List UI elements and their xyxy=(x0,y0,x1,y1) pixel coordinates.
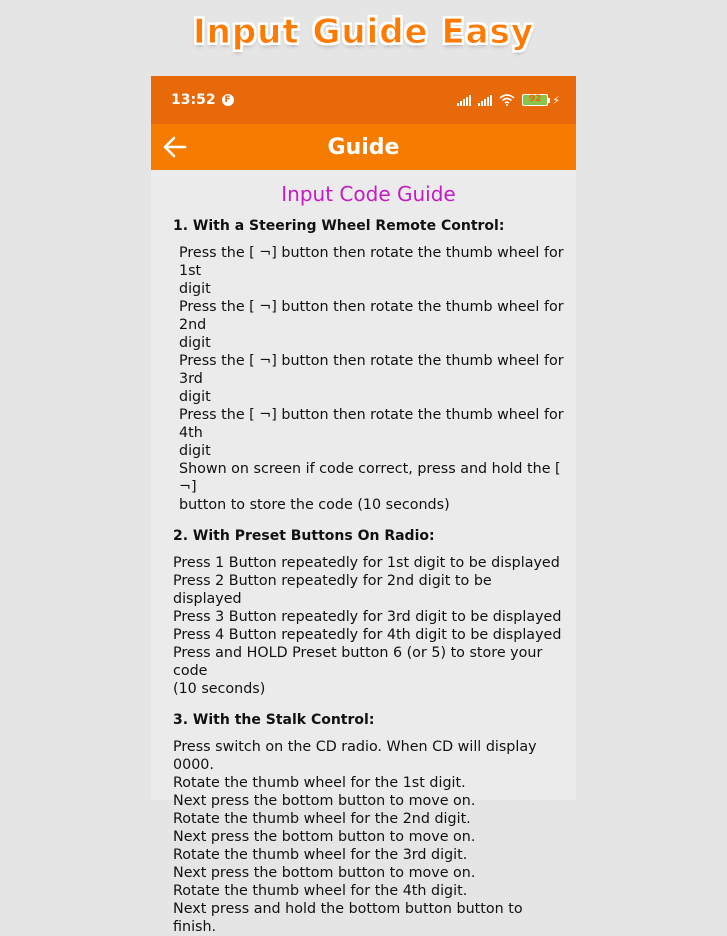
guide-line: Press the [ ¬] button then rotate the thumb wheel for 3rd xyxy=(179,353,564,387)
guide-line: digit xyxy=(179,281,211,297)
section-heading: 2. With Preset Buttons On Radio: xyxy=(173,528,435,544)
guide-line: Press 4 Button repeatedly for 4th digit to be displayed xyxy=(173,627,562,643)
guide-line: Next press the bottom button to move on. xyxy=(173,829,476,845)
charging-icon: ⚡ xyxy=(552,93,560,107)
battery-level: 92 xyxy=(522,94,548,106)
promo-banner-title: Input Guide Easy xyxy=(192,12,535,52)
guide-line: Next press and hold the bottom button button to finish. xyxy=(173,901,523,935)
guide-line: Press the [ ¬] button then rotate the thumb wheel for 2nd xyxy=(179,299,564,333)
guide-line: Rotate the thumb wheel for the 4th digit. xyxy=(173,883,468,899)
guide-section-steering xyxy=(173,218,564,514)
status-time: 13:52 xyxy=(171,92,216,108)
status-bar xyxy=(151,76,576,124)
guide-line: digit xyxy=(179,335,211,351)
app-toolbar xyxy=(151,124,576,170)
guide-section-stalk xyxy=(173,712,564,936)
guide-line: Shown on screen if code correct, press and hold the [ ¬] xyxy=(179,461,561,495)
guide-line: Rotate the thumb wheel for the 3rd digit. xyxy=(173,847,468,863)
guide-line: Press and HOLD Preset button 6 (or 5) to store your code xyxy=(173,645,543,679)
back-arrow-icon[interactable] xyxy=(161,133,189,161)
guide-line: Press 2 Button repeatedly for 2nd digit to be displayed xyxy=(173,573,492,607)
battery-icon xyxy=(522,94,560,107)
section-heading: 3. With the Stalk Control: xyxy=(173,712,375,728)
guide-line: Press 3 Button repeatedly for 3rd digit to be displayed xyxy=(173,609,562,625)
guide-line: digit xyxy=(179,389,211,405)
guide-section-preset xyxy=(173,528,564,698)
guide-line: Press the [ ¬] button then rotate the thumb wheel for 1st xyxy=(179,245,564,279)
wifi-icon xyxy=(499,94,515,106)
phone-screen xyxy=(151,76,576,935)
guide-line: Rotate the thumb wheel for the 1st digit. xyxy=(173,775,466,791)
guide-title: Input Code Guide xyxy=(281,182,456,206)
guide-line: button to store the code (10 seconds) xyxy=(179,497,450,513)
guide-line: Press switch on the CD radio. When CD will display 0000. xyxy=(173,739,537,773)
guide-line: Next press the bottom button to move on. xyxy=(173,865,476,881)
guide-line: digit xyxy=(179,443,211,459)
toolbar-title: Guide xyxy=(327,134,400,160)
guide-line: Next press the bottom button to move on. xyxy=(173,793,476,809)
guide-line: Press 1 Button repeatedly for 1st digit to be displayed xyxy=(173,555,560,571)
signal-icon xyxy=(457,95,471,106)
section-heading: 1. With a Steering Wheel Remote Control: xyxy=(173,218,505,234)
guide-line: (10 seconds) xyxy=(173,681,266,697)
guide-line: Rotate the thumb wheel for the 2nd digit. xyxy=(173,811,471,827)
app-notification-icon: F xyxy=(222,94,234,106)
signal-icon-2 xyxy=(478,95,492,106)
guide-line: Press the [ ¬] button then rotate the thumb wheel for 4th xyxy=(179,407,564,441)
guide-content xyxy=(151,170,576,936)
